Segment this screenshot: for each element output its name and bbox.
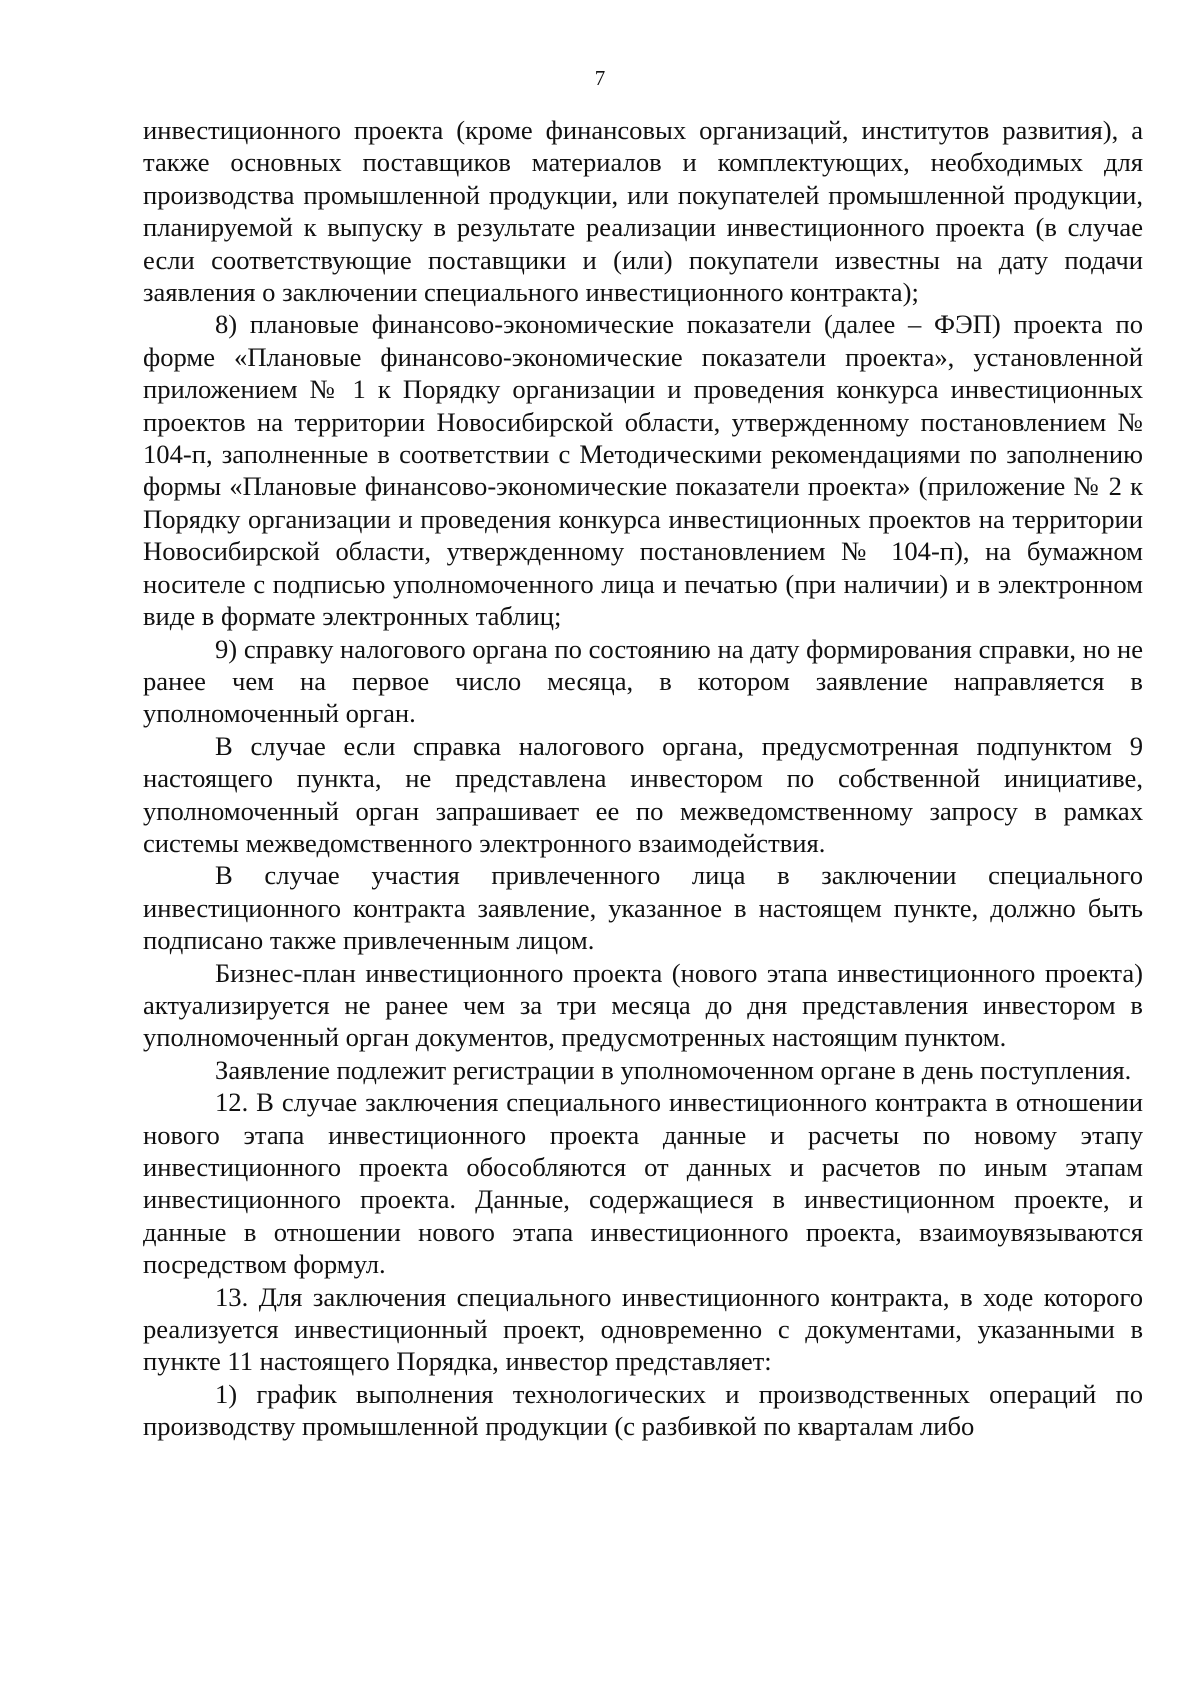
paragraph-tax-certificate-request: В случае если справка налогового органа, предусмотренная подпунктом 9 настоящего пункта, не представлена инвестором по собственной инициативе, уполномоченный орган запрашивает ее по межведомственному запросу в рамках системы межведомственного электронного взаимодействия. bbox=[143, 730, 1143, 858]
paragraph-clause-13-item-1: 1) график выполнения технологических и производственных операций по производству промышленной продукции (с разбивкой по кварталам либо bbox=[143, 1378, 1143, 1442]
paragraph-item-9: 9) справку налогового органа по состоянию на дату формирования справки, но не ранее чем на первое число месяца, в котором заявление направляется в уполномоченный орган. bbox=[143, 633, 1143, 729]
paragraph-business-plan-update: Бизнес-план инвестиционного проекта (нового этапа инвестиционного проекта) актуализируется не ранее чем за три месяца до дня представления инвестором в уполномоченный орган документов, предусмотренных настоящим пунктом. bbox=[143, 957, 1143, 1053]
page-number: 7 bbox=[594, 66, 606, 90]
document-body bbox=[143, 114, 1143, 1443]
paragraph-item-8: 8) плановые финансово-экономические показатели (далее – ФЭП) проекта по форме «Плановые финансово-экономические показатели проекта», установленной приложением № 1 к Порядку организации и проведения конкурса инвестиционных проектов на территории Новосибирской области, утвержденному постановлением № 104-п, заполненные в соответствии с Методическими рекомендациями по заполнению формы «Плановые финансово-экономические показатели проекта» (приложение № 2 к Порядку организации и проведения конкурса инвестиционных проектов на территории Новосибирской области, утвержденному постановлением № 104-п), на бумажном носителе с подписью уполномоченного лица и печатью (при наличии) и в электронном виде в формате электронных таблиц; bbox=[143, 309, 1143, 632]
paragraph-involved-party-signature: В случае участия привлеченного лица в заключении специального инвестиционного контракта заявление, указанное в настоящем пункте, должно быть подписано также привлеченным лицом. bbox=[143, 860, 1143, 956]
paragraph-clause-13: 13. Для заключения специального инвестиционного контракта, в ходе которого реализуется инвестиционный проект, одновременно с документами, указанными в пункте 11 настоящего Порядка, инвестор представляет: bbox=[143, 1281, 1143, 1377]
paragraph-application-registration: Заявление подлежит регистрации в уполномоченном органе в день поступления. bbox=[215, 1054, 1132, 1085]
paragraph-clause-12: 12. В случае заключения специального инвестиционного контракта в отношении нового этапа инвестиционного проекта данные и расчеты по новому этапу инвестиционного проекта обособляются от данных и расчетов по иным этапам инвестиционного проекта. Данные, содержащиеся в инвестиционном проекте, и данные в отношении нового этапа инвестиционного проекта, взаимоувязываются посредством формул. bbox=[143, 1087, 1143, 1280]
paragraph-continuation: инвестиционного проекта (кроме финансовых организаций, институтов развития), а также основных поставщиков материалов и комплектующих, необходимых для производства промышленной продукции, или покупателей промышленной продукции, планируемой к выпуску в результате реализации инвестиционного проекта (в случае если соответствующие поставщики и (или) покупатели известны на дату подачи заявления о заключении специального инвестиционного контракта); bbox=[143, 115, 1143, 308]
